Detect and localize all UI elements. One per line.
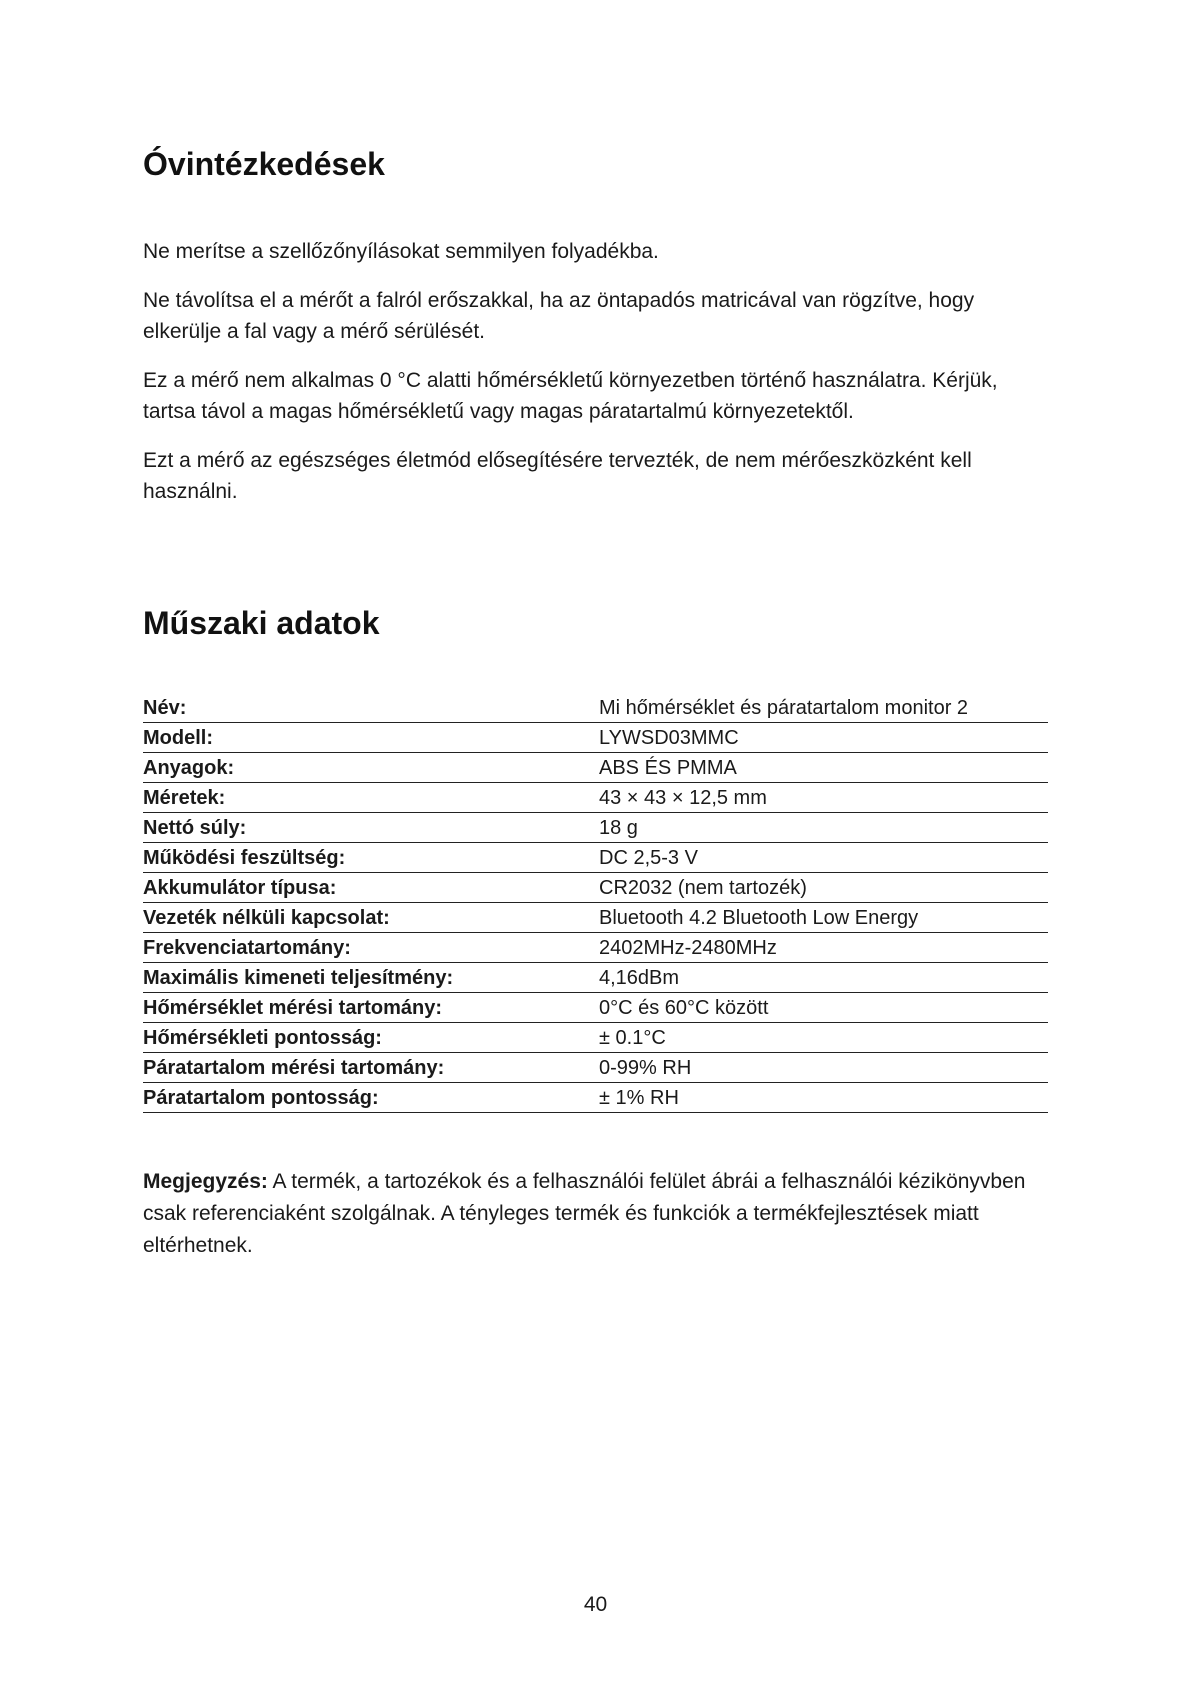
table-row (143, 813, 1048, 843)
table-row (143, 1023, 1048, 1053)
spec-label: Anyagok: (143, 753, 599, 783)
note-text: A termék, a tartozékok és a felhasználói felület ábrái a felhasználói kézikönyvben csak referenciaként szolgálnak. A tényleges termék és funkciók a termékfejlesztések miatt eltérhetnek. (143, 1170, 1026, 1257)
spec-label: Hőmérsékleti pontosság: (143, 1023, 599, 1053)
table-row (143, 1053, 1048, 1083)
spec-label: Modell: (143, 723, 599, 753)
spec-label: Méretek: (143, 783, 599, 813)
note-label: Megjegyzés: (143, 1170, 268, 1193)
spec-value: DC 2,5-3 V (599, 843, 1048, 873)
page-number: 40 (583, 1593, 608, 1616)
note-paragraph (143, 1166, 1048, 1262)
table-row (143, 903, 1048, 933)
table-row (143, 693, 1048, 723)
spec-label: Név: (143, 693, 599, 723)
spec-value: ABS ÉS PMMA (599, 753, 1048, 783)
precautions-heading: Óvintézkedések (143, 146, 385, 182)
precaution-paragraph: Ne merítse a szellőzőnyílásokat semmilyen folyadékba. (143, 240, 659, 263)
table-row (143, 1083, 1048, 1113)
spec-value: LYWSD03MMC (599, 723, 1048, 753)
table-row (143, 963, 1048, 993)
table-row (143, 933, 1048, 963)
spec-label: Páratartalom mérési tartomány: (143, 1053, 599, 1083)
spec-label: Frekvenciatartomány: (143, 933, 599, 963)
table-row (143, 843, 1048, 873)
precaution-paragraph: Ez a mérő nem alkalmas 0 °C alatti hőmérsékletű környezetben történő használatra. Kérjük, tartsa távol a magas hőmérsékletű vagy magas páratartalmú környezetektől. (143, 369, 998, 423)
spec-value: CR2032 (nem tartozék) (599, 873, 1048, 903)
spec-label: Maximális kimeneti teljesítmény: (143, 963, 599, 993)
precautions-section (143, 236, 1048, 525)
spec-label: Működési feszültség: (143, 843, 599, 873)
spec-label: Vezeték nélküli kapcsolat: (143, 903, 599, 933)
table-row (143, 873, 1048, 903)
specs-heading: Műszaki adatok (143, 605, 380, 641)
spec-value: 0°C és 60°C között (599, 993, 1048, 1023)
spec-label: Akkumulátor típusa: (143, 873, 599, 903)
precaution-paragraph: Ne távolítsa el a mérőt a falról erőszakkal, ha az öntapadós matricával van rögzítve, hogy elkerülje a fal vagy a mérő sérülését. (143, 289, 975, 343)
spec-value: 43 × 43 × 12,5 mm (599, 783, 1048, 813)
table-row (143, 783, 1048, 813)
spec-value: ± 0.1°C (599, 1023, 1048, 1053)
specs-table (143, 693, 1048, 1113)
spec-value: ± 1% RH (599, 1083, 1048, 1113)
spec-label: Hőmérséklet mérési tartomány: (143, 993, 599, 1023)
spec-value: Mi hőmérséklet és páratartalom monitor 2 (599, 693, 1048, 723)
spec-value: 2402MHz-2480MHz (599, 933, 1048, 963)
spec-value: 0-99% RH (599, 1053, 1048, 1083)
table-row (143, 993, 1048, 1023)
spec-label: Páratartalom pontosság: (143, 1083, 599, 1113)
spec-value: 4,16dBm (599, 963, 1048, 993)
spec-value: 18 g (599, 813, 1048, 843)
precaution-paragraph: Ezt a mérő az egészséges életmód elősegítésére tervezték, de nem mérőeszközként kell használni. (143, 449, 972, 503)
spec-label: Nettó súly: (143, 813, 599, 843)
table-row (143, 723, 1048, 753)
table-row (143, 753, 1048, 783)
spec-value: Bluetooth 4.2 Bluetooth Low Energy (599, 903, 1048, 933)
